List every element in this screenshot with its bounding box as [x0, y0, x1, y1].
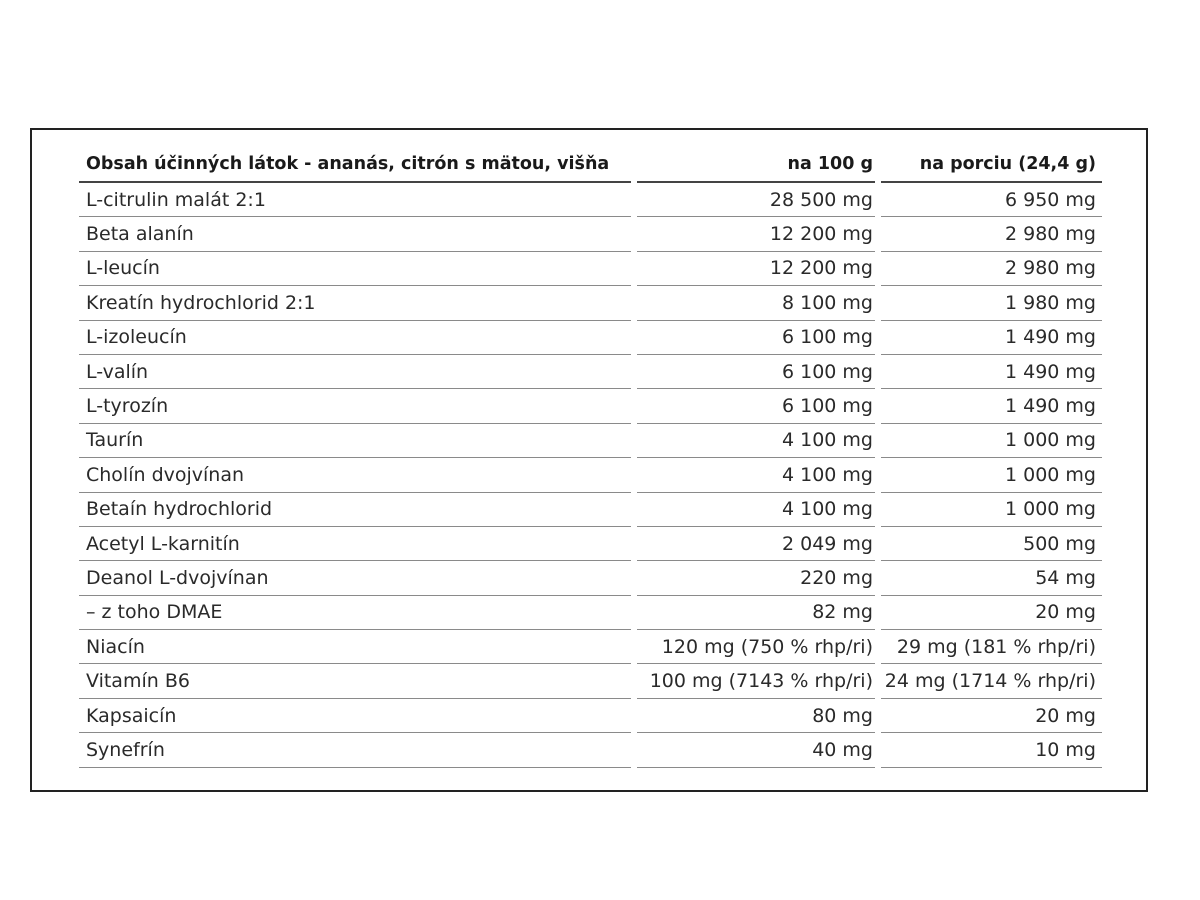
value-per-serving: 1 000 mg: [881, 458, 1102, 492]
table-row: [79, 699, 1102, 733]
value-per-100g: 12 200 mg: [637, 217, 875, 251]
value-per-serving: 500 mg: [881, 527, 1102, 561]
nutrition-table: [79, 147, 1102, 768]
table-row: [79, 424, 1102, 458]
value-per-100g: 4 100 mg: [637, 424, 875, 458]
table-row: [79, 252, 1102, 286]
table-header-row: [79, 147, 1102, 183]
table-row: [79, 286, 1102, 320]
value-per-serving: 6 950 mg: [881, 183, 1102, 217]
table-row: [79, 217, 1102, 251]
value-per-serving: 24 mg (1714 % rhp/ri): [881, 664, 1102, 698]
value-per-100g: 4 100 mg: [637, 493, 875, 527]
table-row: [79, 355, 1102, 389]
value-per-100g: 100 mg (7143 % rhp/ri): [637, 664, 875, 698]
ingredient-name: L-izoleucín: [79, 321, 631, 355]
ingredient-name: Cholín dvojvínan: [79, 458, 631, 492]
table-row: [79, 321, 1102, 355]
ingredient-name: Vitamín B6: [79, 664, 631, 698]
value-per-100g: 6 100 mg: [637, 321, 875, 355]
ingredient-name: L-citrulin malát 2:1: [79, 183, 631, 217]
value-per-100g: 6 100 mg: [637, 389, 875, 423]
ingredient-name: – z toho DMAE: [79, 596, 631, 630]
header-per-serving: na porciu (24,4 g): [881, 147, 1102, 183]
table-body: [79, 183, 1102, 768]
value-per-100g: 40 mg: [637, 733, 875, 767]
value-per-serving: 20 mg: [881, 699, 1102, 733]
ingredient-name: Deanol L-dvojvínan: [79, 561, 631, 595]
value-per-100g: 220 mg: [637, 561, 875, 595]
value-per-serving: 2 980 mg: [881, 252, 1102, 286]
header-ingredient: Obsah účinných látok - ananás, citrón s mätou, višňa: [79, 147, 631, 183]
ingredient-name: Kapsaicín: [79, 699, 631, 733]
value-per-100g: 120 mg (750 % rhp/ri): [637, 630, 875, 664]
table-row: [79, 183, 1102, 217]
value-per-serving: 29 mg (181 % rhp/ri): [881, 630, 1102, 664]
value-per-serving: 1 000 mg: [881, 424, 1102, 458]
ingredient-name: L-leucín: [79, 252, 631, 286]
table-row: [79, 596, 1102, 630]
table-row: [79, 733, 1102, 767]
ingredient-name: Niacín: [79, 630, 631, 664]
ingredient-name: L-tyrozín: [79, 389, 631, 423]
value-per-serving: 54 mg: [881, 561, 1102, 595]
value-per-serving: 1 000 mg: [881, 493, 1102, 527]
table-row: [79, 630, 1102, 664]
ingredient-name: Kreatín hydrochlorid 2:1: [79, 286, 631, 320]
table-row: [79, 493, 1102, 527]
table-row: [79, 527, 1102, 561]
table-row: [79, 458, 1102, 492]
value-per-100g: 12 200 mg: [637, 252, 875, 286]
ingredient-name: Beta alanín: [79, 217, 631, 251]
value-per-100g: 80 mg: [637, 699, 875, 733]
value-per-serving: 1 490 mg: [881, 389, 1102, 423]
value-per-100g: 8 100 mg: [637, 286, 875, 320]
table-row: [79, 389, 1102, 423]
ingredient-name: Synefrín: [79, 733, 631, 767]
header-per-100g: na 100 g: [637, 147, 875, 183]
value-per-serving: 1 490 mg: [881, 321, 1102, 355]
table-row: [79, 561, 1102, 595]
value-per-serving: 10 mg: [881, 733, 1102, 767]
value-per-serving: 1 490 mg: [881, 355, 1102, 389]
value-per-100g: 28 500 mg: [637, 183, 875, 217]
value-per-100g: 2 049 mg: [637, 527, 875, 561]
table-row: [79, 664, 1102, 698]
ingredient-name: Betaín hydrochlorid: [79, 493, 631, 527]
ingredient-name: Acetyl L-karnitín: [79, 527, 631, 561]
value-per-100g: 6 100 mg: [637, 355, 875, 389]
value-per-100g: 4 100 mg: [637, 458, 875, 492]
ingredient-name: Taurín: [79, 424, 631, 458]
ingredient-name: L-valín: [79, 355, 631, 389]
value-per-serving: 20 mg: [881, 596, 1102, 630]
value-per-serving: 1 980 mg: [881, 286, 1102, 320]
value-per-serving: 2 980 mg: [881, 217, 1102, 251]
value-per-100g: 82 mg: [637, 596, 875, 630]
